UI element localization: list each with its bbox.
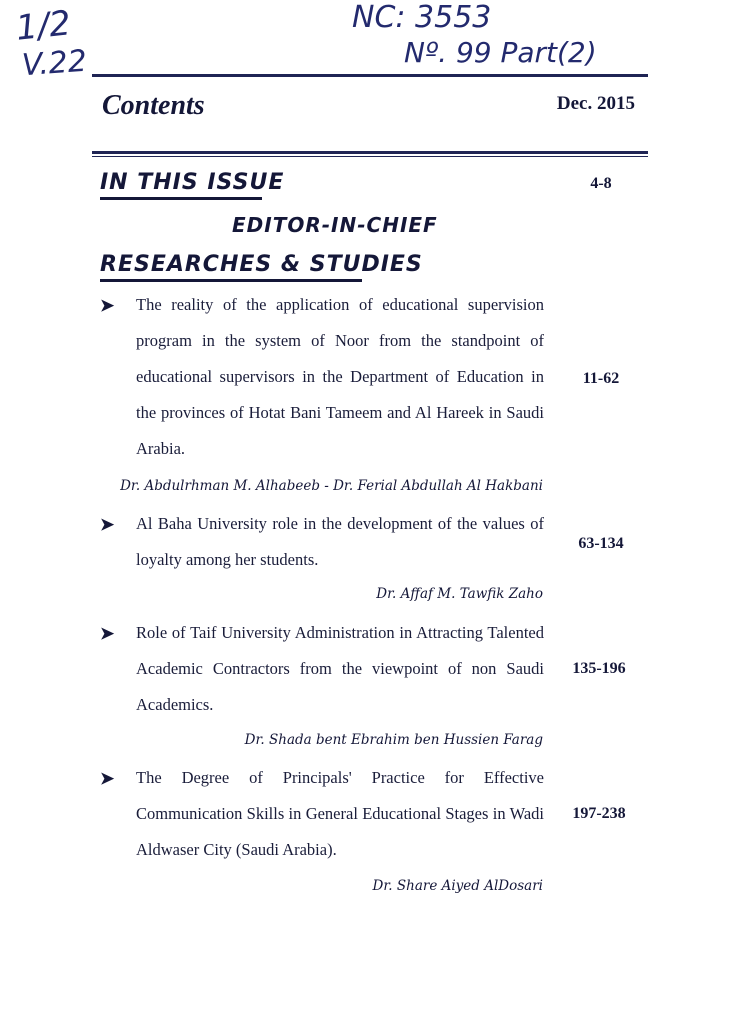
bullet-arrow-icon: ➤ <box>100 296 115 315</box>
section-editor-in-chief[interactable]: EDITOR-IN-CHIEF <box>232 213 438 237</box>
article-1-title[interactable]: The reality of the application of educational supervision program in the system of Noor from the standpoint of educational supervisors in the Department of Education in the provinces of Hotat Bani Tameem and Al Hareek in Saudi Arabia. <box>136 295 544 458</box>
section-in-this-issue[interactable]: IN THIS ISSUE <box>100 170 285 195</box>
handwritten-note-1: 1/2 <box>14 3 73 49</box>
header-rule-thin <box>92 156 648 157</box>
handwritten-note-3: NC: 3553 <box>352 0 492 35</box>
page-title: Contents <box>102 90 205 121</box>
issue-date: Dec. 2015 <box>556 93 635 114</box>
article-1-pages: 11-62 <box>582 370 620 387</box>
section-researches-underline <box>100 279 362 282</box>
article-3-pages: 135-196 <box>572 660 626 677</box>
bullet-arrow-icon: ➤ <box>100 624 115 643</box>
section-in-this-issue-underline <box>100 197 262 200</box>
article-2-title[interactable]: Al Baha University role in the development of the values of loyalty among her students. <box>136 514 544 569</box>
article-2-author: Dr. Affaf M. Tawfik Zaho <box>376 586 543 602</box>
article-4-title[interactable]: The Degree of Principals' Practice for Effective Communication Skills in General Educational Stages in Wadi Aldwaser City (Saudi Arabia). <box>136 768 544 859</box>
article-2-pages: 63-134 <box>578 535 624 552</box>
top-rule <box>92 74 648 77</box>
article-4-author: Dr. Share Aiyed AlDosari <box>372 878 543 894</box>
article-3-author: Dr. Shada bent Ebrahim ben Hussien Farag <box>244 732 543 748</box>
section-researches-studies[interactable]: RESEARCHES & STUDIES <box>100 252 423 277</box>
handwritten-note-4: Nº. 99 Part(2) <box>404 36 597 69</box>
bullet-arrow-icon: ➤ <box>100 769 115 788</box>
article-4-pages: 197-238 <box>572 805 626 822</box>
bullet-arrow-icon: ➤ <box>100 515 115 534</box>
article-3-title[interactable]: Role of Taif University Administration in Attracting Talented Academic Contractors from the viewpoint of non Saudi Academics. <box>136 623 544 714</box>
handwritten-note-2: V.22 <box>20 43 88 84</box>
article-1-author: Dr. Abdulrhman M. Alhabeeb - Dr. Ferial Abdullah Al Hakbani <box>120 478 543 494</box>
header-rule-thick <box>92 151 648 154</box>
section-in-this-issue-pages: 4-8 <box>590 175 612 192</box>
